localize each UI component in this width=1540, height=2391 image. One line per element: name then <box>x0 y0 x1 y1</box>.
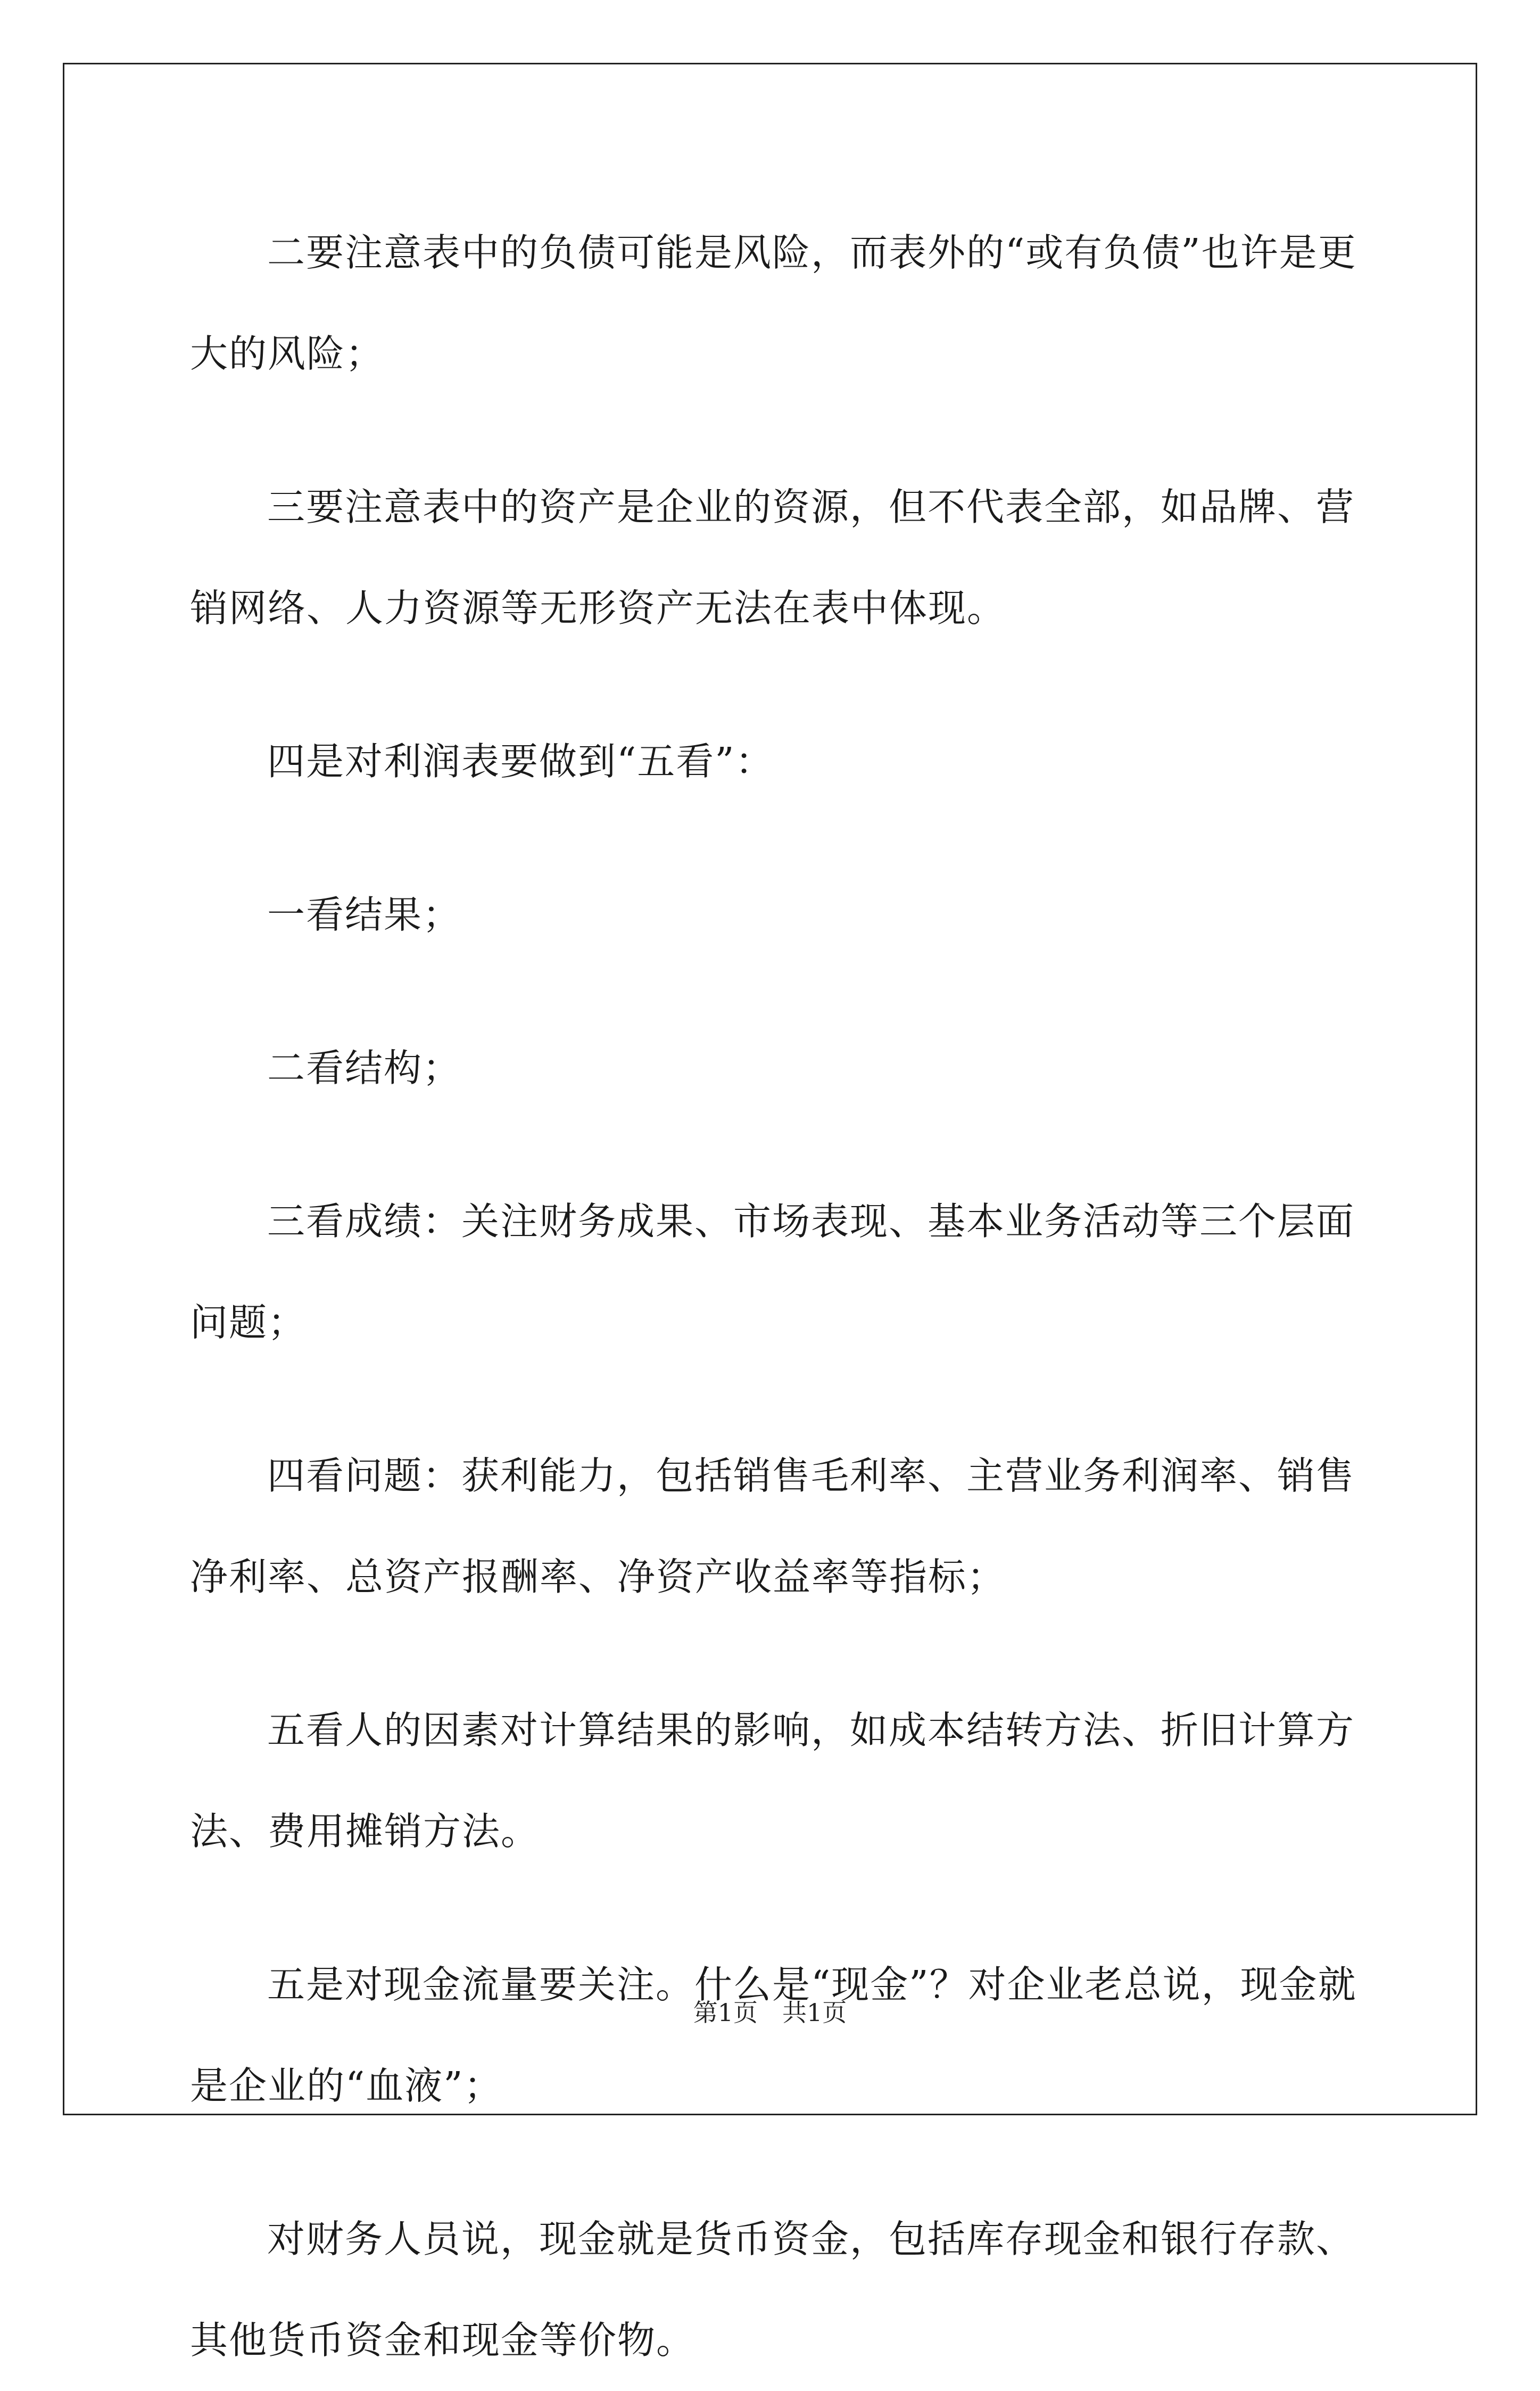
paragraph: 三要注意表中的资产是企业的资源，但不代表全部，如品牌、营销网络、人力资源等无形资产无法在表中体现。 <box>190 485 1355 630</box>
document-body <box>190 202 1361 2391</box>
paragraph: 五是对现金流量要关注。什么是“现金”？对企业老总说，现金就是企业的“血液”； <box>190 1963 1357 2108</box>
paragraph: 二要注意表中的负债可能是风险，而表外的“或有负债”也许是更大的风险； <box>190 230 1357 376</box>
paragraph: 三看成绩：关注财务成果、市场表现、基本业务活动等三个层面问题； <box>190 1199 1355 1345</box>
paragraph: 二看结构； <box>267 1046 462 1090</box>
paragraph: 对财务人员说，现金就是货币资金，包括库存现金和银行存款、其他货币资金和现金等价物。 <box>190 2217 1355 2362</box>
paragraph: 五看人的因素对计算结果的影响，如成本结转方法、折旧计算方法、费用摊销方法。 <box>190 1708 1355 1853</box>
page-number-footer: 第1页 共1页 <box>693 1998 847 2027</box>
paragraph: 四是对利润表要做到“五看”： <box>267 739 774 784</box>
paragraph: 四看问题：获利能力，包括销售毛利率、主营业务利润率、销售净利率、总资产报酬率、净资产收益率等指标； <box>190 1454 1355 1599</box>
paragraph: 一看结果； <box>267 893 462 937</box>
